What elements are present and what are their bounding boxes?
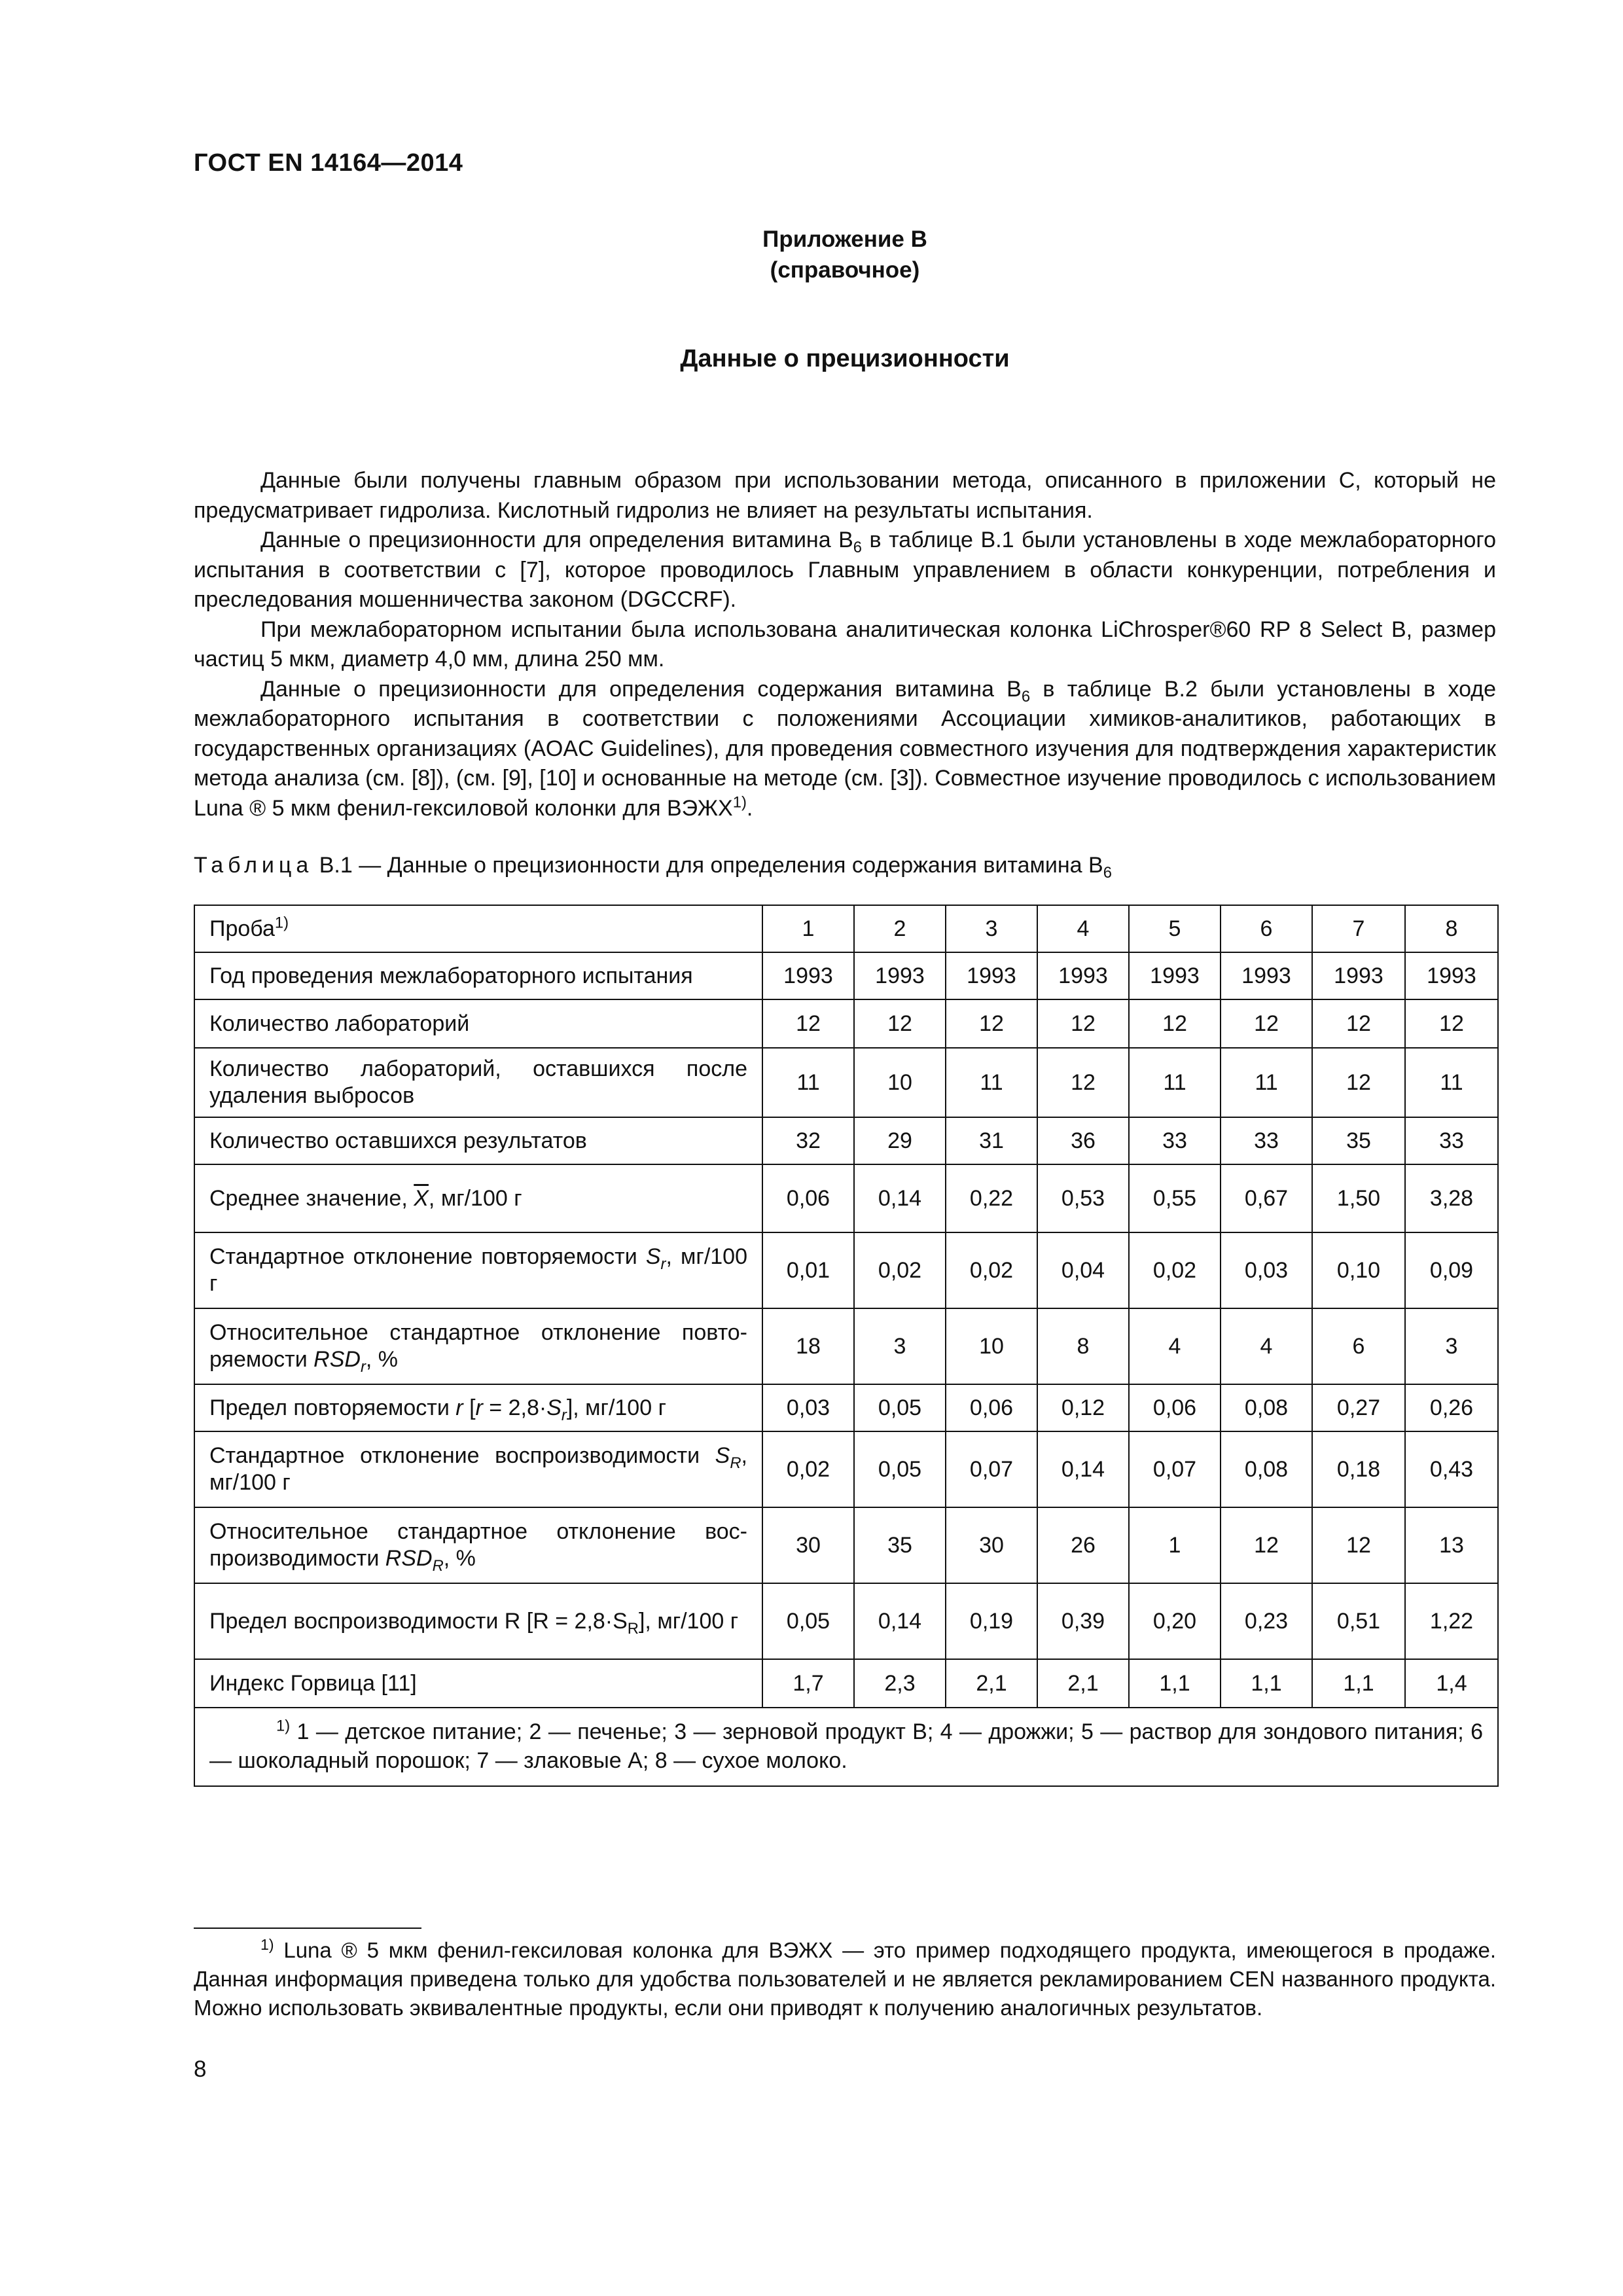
table-cell: 12 — [854, 999, 946, 1048]
row-label: Количество лабораторий — [194, 999, 762, 1048]
table-cell: 1993 — [1129, 952, 1221, 999]
table-cell: 33 — [1221, 1117, 1312, 1164]
table-cell: 32 — [762, 1117, 854, 1164]
row-label: Относительное стандартное отклонение воспроизводимости $RSD_R$, % — [194, 1507, 762, 1583]
table-cell: 0,07 — [1129, 1431, 1221, 1507]
table-cell: 0,02 — [1129, 1232, 1221, 1308]
table-cell: 0,23 — [1221, 1583, 1312, 1659]
table-cell: 12 — [1405, 999, 1498, 1048]
table-cell: 0,51 — [1312, 1583, 1405, 1659]
table-cell: 1,1 — [1312, 1659, 1405, 1708]
table-cell: 10 — [946, 1308, 1037, 1384]
body-text — [194, 466, 1496, 823]
table-cell: 35 — [1312, 1117, 1405, 1164]
table-cell: 13 — [1405, 1507, 1498, 1583]
row-label: Предел воспроизводимости R $[R = 2,8\cdot S_R]$, мг/100 г — [194, 1583, 762, 1659]
table-cell: 1,7 — [762, 1659, 854, 1708]
table-cell: 0,06 — [1129, 1384, 1221, 1431]
column-header: 3 — [946, 905, 1037, 952]
table-row — [194, 1232, 1498, 1308]
table-cell: 1993 — [1221, 952, 1312, 999]
appendix-title: Приложение В — [762, 226, 927, 252]
table-row — [194, 1164, 1498, 1232]
table-cell: 1993 — [854, 952, 946, 999]
table-cell: 0,18 — [1312, 1431, 1405, 1507]
table-cell: 35 — [854, 1507, 946, 1583]
paragraph-1: Данные были получены главным образом при использовании метода, описанного в приложении С, который не предусматривает гидролиза. Кислотный гидролиз не влияет на результаты испытания. — [194, 468, 1496, 523]
table-cell: 0,53 — [1037, 1164, 1129, 1232]
table-row — [194, 1507, 1498, 1583]
table-cell: 0,14 — [854, 1164, 946, 1232]
appendix-subtitle: (справочное) — [770, 257, 920, 283]
column-header: 7 — [1312, 905, 1405, 952]
row-label: Среднее значение, $\overline{X}$, мг/100 г — [194, 1164, 762, 1232]
table-cell: 0,03 — [1221, 1232, 1312, 1308]
document-code: ГОСТ EN 14164—2014 — [194, 149, 463, 177]
paragraph-4: Данные о прецизионности для определения содержания витамина $В_6$ в таблице В.2 были установлены в ходе межлабораторного испытания в соответствии с положениями Ассоциации химиков-аналитиков, работающих в государственных организациях (AOAC Guidelines), для проведения совместного изучения для подтверждения характеристик метода анализа (см. [8]), (см. [9], [10] и основанные на методе (см. [3]). Совместное изучение проводилось с использованием Luna ® 5 мкм фенил-гексиловой колонки для ВЭЖХ$^{1)}$. — [194, 676, 1497, 821]
table-cell: 11 — [1129, 1048, 1221, 1117]
table-cell: 0,02 — [946, 1232, 1037, 1308]
table-cell: 31 — [946, 1117, 1037, 1164]
table-cell: 0,12 — [1037, 1384, 1129, 1431]
row-label: Стандартное отклонение воспроизводимости $S_R$, мг/100 г — [194, 1431, 762, 1507]
table-cell: 12 — [1037, 1048, 1129, 1117]
table-row — [194, 1308, 1498, 1384]
table-cell: 6 — [1312, 1308, 1405, 1384]
section-title: Данные о прецизионности — [680, 345, 1010, 372]
table-caption: Таблица В.1 — Данные о прецизионности для определения содержания витамина $В_6$ — [194, 853, 1112, 882]
row-label: Предел повторяемости r $[r = 2,8\cdot S_r]$, мг/100 г — [194, 1384, 762, 1431]
table-cell: 0,08 — [1221, 1431, 1312, 1507]
table-cell: 10 — [854, 1048, 946, 1117]
column-header: 1 — [762, 905, 854, 952]
table-cell: 0,10 — [1312, 1232, 1405, 1308]
table-cell: 1993 — [1037, 952, 1129, 999]
table-row — [194, 1117, 1498, 1164]
table-cell: 0,07 — [946, 1431, 1037, 1507]
table-cell: 11 — [1221, 1048, 1312, 1117]
table-row — [194, 1048, 1498, 1117]
table-cell: 12 — [1312, 1048, 1405, 1117]
table-cell: 1993 — [762, 952, 854, 999]
table-cell: 0,14 — [854, 1583, 946, 1659]
table-cell: 0,05 — [854, 1384, 946, 1431]
table-cell: 0,02 — [762, 1431, 854, 1507]
table-cell: 3,28 — [1405, 1164, 1498, 1232]
table-cell: 0,55 — [1129, 1164, 1221, 1232]
table-cell: 1993 — [1312, 952, 1405, 999]
table-cell: 0,14 — [1037, 1431, 1129, 1507]
table-cell: 1 — [1129, 1507, 1221, 1583]
table-cell: 11 — [946, 1048, 1037, 1117]
table-cell: 12 — [1221, 999, 1312, 1048]
row-label: Количество лабораторий, оставшихся после удаления выбросов — [194, 1048, 762, 1117]
table-cell: 3 — [854, 1308, 946, 1384]
footnote-divider — [194, 1928, 421, 1929]
table-cell: 11 — [1405, 1048, 1498, 1117]
table-cell: 36 — [1037, 1117, 1129, 1164]
table-cell: 2,3 — [854, 1659, 946, 1708]
header-label-cell: Проба$^{1)}$ — [194, 905, 762, 952]
table-cell: 0,05 — [762, 1583, 854, 1659]
footnote: $^{1)}$ Luna ® 5 мкм фенил-гексиловая колонка для ВЭЖХ — это пример подходящего продукта, имеющегося в продаже. Данная информация приведена только для удобства пользователей и не является рекламированием CEN названного продукта. Можно использовать эквивалентные продукты, если они приводят к получению аналогичных результатов. — [194, 1936, 1496, 2020]
table-row — [194, 999, 1498, 1048]
table-cell: 12 — [1312, 999, 1405, 1048]
table-cell: 12 — [762, 999, 854, 1048]
table-row — [194, 952, 1498, 999]
table-cell: 0,22 — [946, 1164, 1037, 1232]
table-cell: 12 — [1129, 999, 1221, 1048]
table-cell: 0,06 — [946, 1384, 1037, 1431]
table-cell: 18 — [762, 1308, 854, 1384]
table-cell: 4 — [1129, 1308, 1221, 1384]
table-cell: 2,1 — [1037, 1659, 1129, 1708]
table-row — [194, 1583, 1498, 1659]
table-cell: 30 — [762, 1507, 854, 1583]
column-header: 6 — [1221, 905, 1312, 952]
table-cell: 0,08 — [1221, 1384, 1312, 1431]
row-label: Год проведения межлабораторного испытания — [194, 952, 762, 999]
table-cell: 12 — [1037, 999, 1129, 1048]
column-header: 2 — [854, 905, 946, 952]
row-label: Стандартное отклонение повторяемости $S_r$, мг/100 г — [194, 1232, 762, 1308]
table-cell: 0,19 — [946, 1583, 1037, 1659]
page-number: 8 — [194, 2056, 207, 2082]
table-cell: 3 — [1405, 1308, 1498, 1384]
table-cell: 1,1 — [1129, 1659, 1221, 1708]
row-label: Индекс Горвица [11] — [194, 1659, 762, 1708]
row-label: Относительное стандартное отклонение повторяемости $RSD_r$, % — [194, 1308, 762, 1384]
table-note-row — [194, 1708, 1498, 1786]
precision-table — [194, 905, 1499, 1787]
table-cell: 11 — [762, 1048, 854, 1117]
table-cell: 0,02 — [854, 1232, 946, 1308]
table-cell: 1,4 — [1405, 1659, 1498, 1708]
table-cell: 12 — [946, 999, 1037, 1048]
table-row — [194, 1431, 1498, 1507]
table-cell: 0,09 — [1405, 1232, 1498, 1308]
table-cell: 12 — [1221, 1507, 1312, 1583]
table-cell: 0,06 — [762, 1164, 854, 1232]
table-note: $^{1)}$ 1 — детское питание; 2 — печенье; 3 — зерновой продукт В; 4 — дрожжи; 5 — раствор для зондового питания; 6 — шоколадный порошок; 7 — злаковые А; 8 — сухое молоко. — [194, 1708, 1498, 1786]
table-cell: 1,1 — [1221, 1659, 1312, 1708]
table-cell: 1993 — [1405, 952, 1498, 999]
table-cell: 0,39 — [1037, 1583, 1129, 1659]
table-cell: 0,67 — [1221, 1164, 1312, 1232]
table-cell: 26 — [1037, 1507, 1129, 1583]
row-label: Количество оставшихся результатов — [194, 1117, 762, 1164]
table-cell: 1,50 — [1312, 1164, 1405, 1232]
table-cell: 12 — [1312, 1507, 1405, 1583]
table-cell: 1993 — [946, 952, 1037, 999]
table-cell: 30 — [946, 1507, 1037, 1583]
table-cell: 0,26 — [1405, 1384, 1498, 1431]
table-row — [194, 1384, 1498, 1431]
table-cell: 1,22 — [1405, 1583, 1498, 1659]
table-cell: 33 — [1129, 1117, 1221, 1164]
column-header: 8 — [1405, 905, 1498, 952]
table-cell: 0,27 — [1312, 1384, 1405, 1431]
table-row — [194, 1659, 1498, 1708]
table-cell: 0,05 — [854, 1431, 946, 1507]
table-cell: 8 — [1037, 1308, 1129, 1384]
table-cell: 0,20 — [1129, 1583, 1221, 1659]
table-cell: 4 — [1221, 1308, 1312, 1384]
table-cell: 29 — [854, 1117, 946, 1164]
table-header-row — [194, 905, 1498, 952]
table-cell: 33 — [1405, 1117, 1498, 1164]
table-cell: 0,04 — [1037, 1232, 1129, 1308]
table-cell: 2,1 — [946, 1659, 1037, 1708]
column-header: 4 — [1037, 905, 1129, 952]
table-cell: 0,03 — [762, 1384, 854, 1431]
column-header: 5 — [1129, 905, 1221, 952]
paragraph-2: Данные о прецизионности для определения витамина $В_6$ в таблице В.1 были установлены в ходе межлабораторного испытания в соответствии с [7], которое проводилось Главным управлением в области конкуренции, потребления и преследования мошенничества законом (DGCCRF). — [194, 528, 1496, 612]
table-cell: 0,43 — [1405, 1431, 1498, 1507]
table-cell: 0,01 — [762, 1232, 854, 1308]
paragraph-3: При межлабораторном испытании была использована аналитическая колонка LiChrosper®60 RP 8 Select B, размер частиц 5 мкм, диаметр 4,0 мм, длина 250 мм. — [194, 617, 1496, 672]
